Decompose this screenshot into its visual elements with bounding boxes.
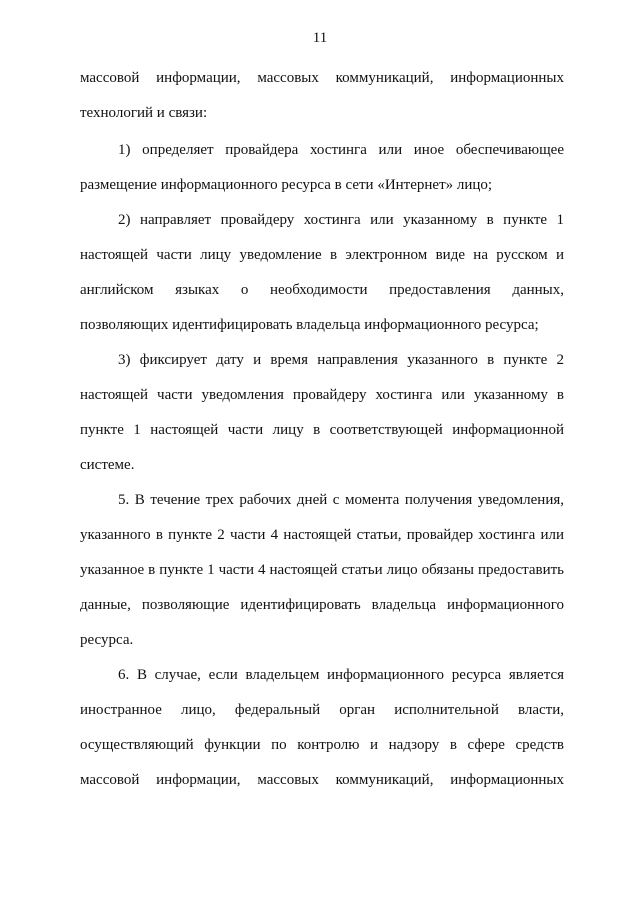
text-line: массовой информации, массовых коммуникаций, информационных <box>80 772 564 788</box>
text-line: системе. <box>80 457 135 473</box>
text-line: указанное в пункте 1 части 4 настоящей статьи лицо обязаны предоставить <box>80 562 564 578</box>
text-line: ресурса. <box>80 632 134 648</box>
text-line: пункте 1 настоящей части лицу в соответствующей информационной <box>80 422 564 438</box>
text-line: массовой информации, массовых коммуникаций, информационных <box>80 70 564 86</box>
text-line: иностранное лицо, федеральный орган исполнительной власти, <box>80 702 564 718</box>
text-line: данные, позволяющие идентифицировать владельца информационного <box>80 597 564 613</box>
text-line: 3) фиксирует дату и время направления указанного в пункте 2 <box>118 352 564 368</box>
text-line: размещение информационного ресурса в сети «Интернет» лицо; <box>80 177 493 193</box>
text-line: английском языках о необходимости предоставления данных, <box>80 282 564 298</box>
text-line: 6. В случае, если владельцем информационного ресурса является <box>118 667 564 683</box>
text-line: 2) направляет провайдеру хостинга или указанному в пункте 1 <box>118 212 564 228</box>
text-line: указанного в пункте 2 части 4 настоящей статьи, провайдер хостинга или <box>80 527 564 543</box>
text-line: 5. В течение трех рабочих дней с момента получения уведомления, <box>118 492 564 508</box>
page-number: 11 <box>312 30 328 46</box>
text-line: технологий и связи: <box>80 105 208 121</box>
text-line: 1) определяет провайдера хостинга или иное обеспечивающее <box>118 142 564 158</box>
text-line: настоящей части лицу уведомление в электронном виде на русском и <box>80 247 564 263</box>
text-line: позволяющих идентифицировать владельца информационного ресурса; <box>80 317 539 333</box>
text-line: настоящей части уведомления провайдеру хостинга или указанному в <box>80 387 564 403</box>
text-line: осуществляющий функции по контролю и надзору в сфере средств <box>80 737 564 753</box>
